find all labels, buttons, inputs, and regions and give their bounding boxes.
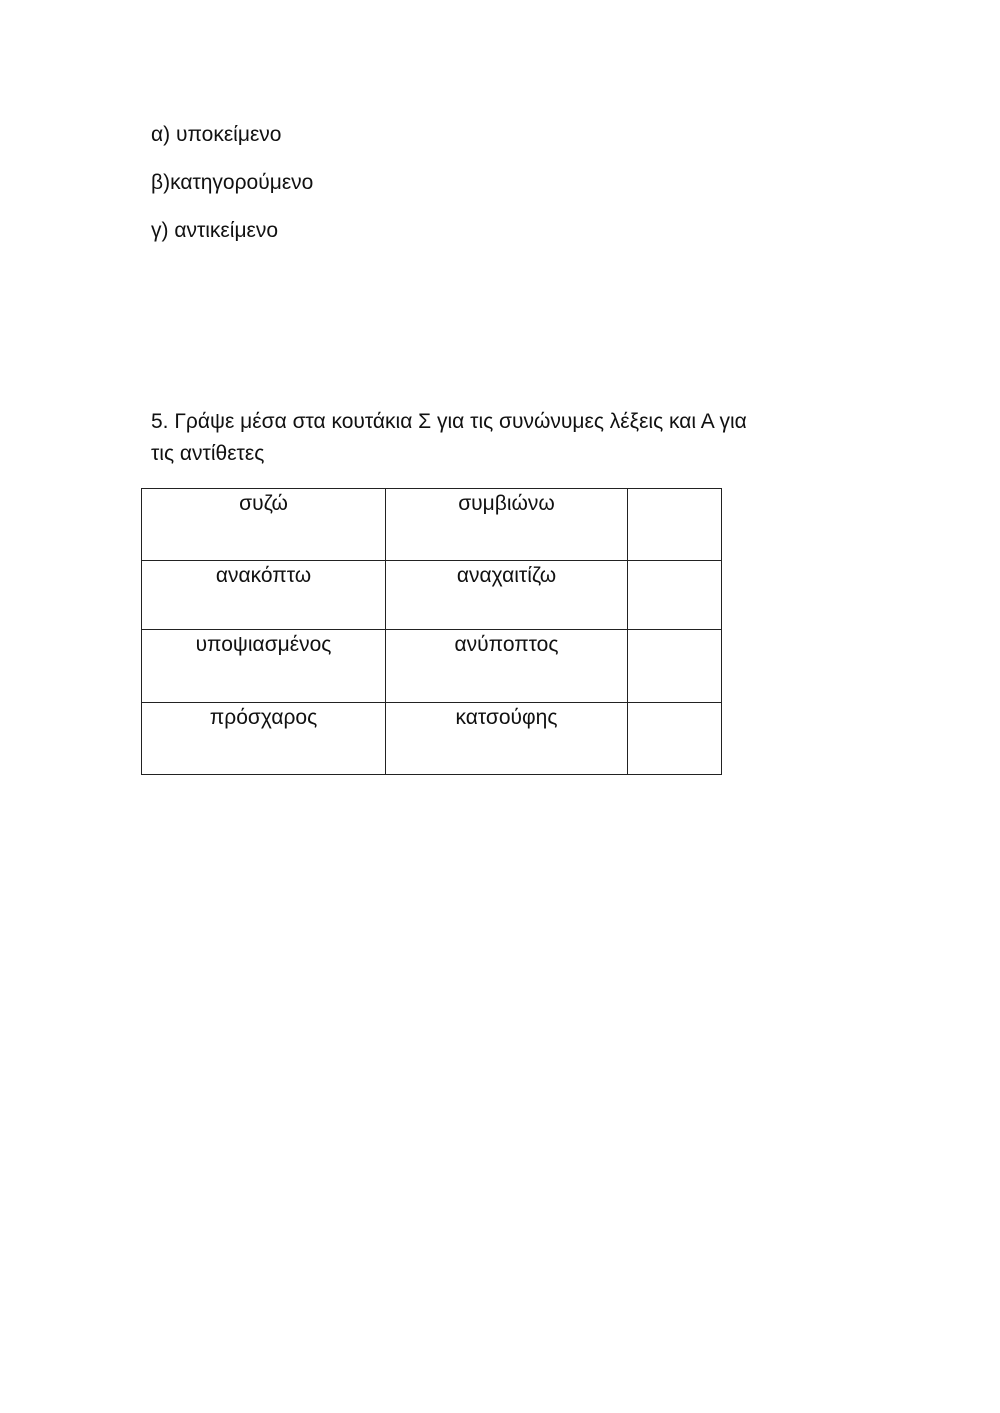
word-2: ανύποπτος: [454, 633, 559, 656]
answer-value: [628, 561, 721, 564]
table-row: [142, 703, 722, 775]
answer-box[interactable]: [628, 630, 722, 703]
word-cell: [386, 489, 628, 561]
question-line-1: 5. Γράψε μέσα στα κουτάκια Σ για τις συνώνυμες λέξεις και Α για: [151, 410, 747, 433]
word-pairs-table: [141, 488, 722, 775]
word-1: πρόσχαρος: [209, 706, 318, 729]
answer-box[interactable]: [628, 561, 722, 630]
word-cell: [142, 703, 386, 775]
option-c: γ) αντικείμενο: [151, 219, 279, 242]
word-cell: [142, 489, 386, 561]
word-2: αναχαιτίζω: [456, 564, 557, 587]
answer-value: [628, 489, 721, 492]
option-a: α) υποκείμενο: [151, 123, 282, 146]
word-2: συμβιώνω: [458, 492, 555, 515]
option-b: β)κατηγορούμενο: [151, 171, 314, 194]
word-cell: [386, 561, 628, 630]
word-cell: [386, 703, 628, 775]
word-cell: [142, 630, 386, 703]
table-row: [142, 561, 722, 630]
answer-box[interactable]: [628, 703, 722, 775]
answer-value: [628, 703, 721, 706]
question-5: [151, 406, 851, 470]
answer-value: [628, 630, 721, 633]
word-1: υποψιασμένος: [195, 633, 332, 656]
word-1: ανακόπτω: [215, 564, 312, 587]
answer-box[interactable]: [628, 489, 722, 561]
word-1: συζώ: [239, 492, 288, 515]
word-cell: [386, 630, 628, 703]
table-row: [142, 489, 722, 561]
question-line-2: τις αντίθετες: [151, 442, 265, 465]
table-row: [142, 630, 722, 703]
word-2: κατσούφης: [455, 706, 558, 729]
word-cell: [142, 561, 386, 630]
